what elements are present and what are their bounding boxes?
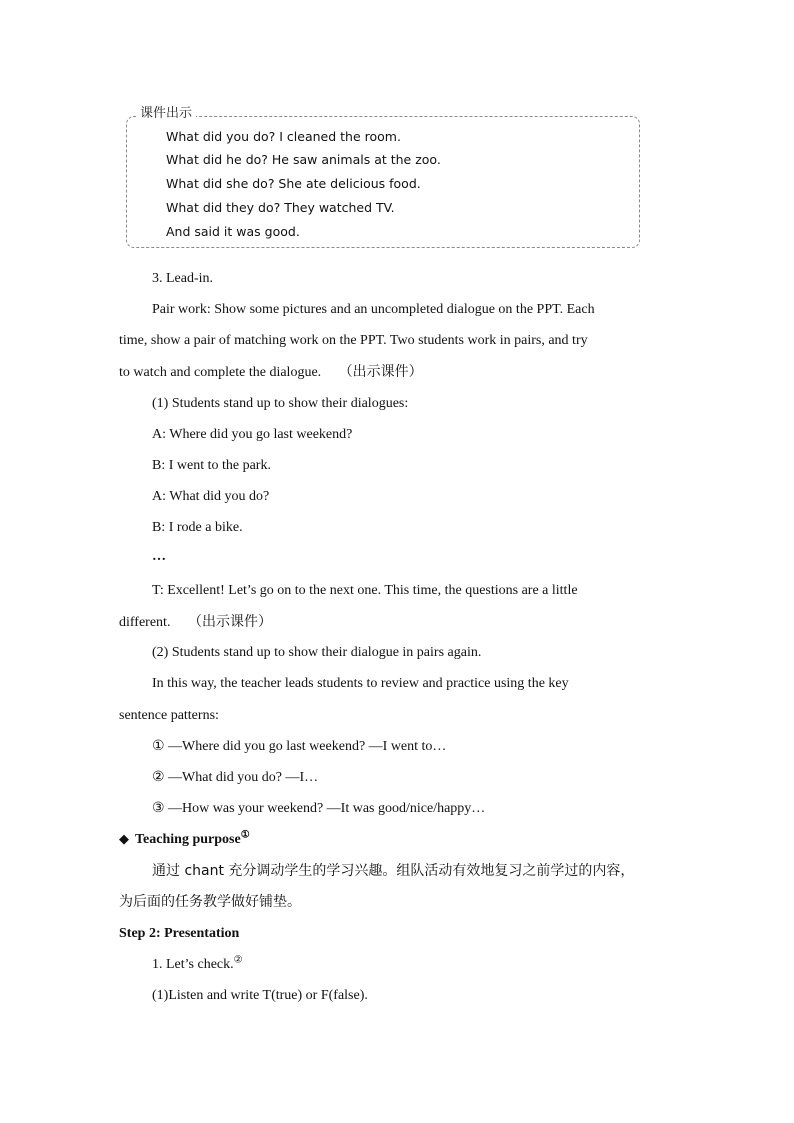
footnote-marker: ② <box>233 954 243 966</box>
pair-work-text: Pair work: Show some pictures and an uncompleted dialogue on the PPT. Each <box>152 302 595 317</box>
dialogue-ellipsis: … <box>152 549 166 564</box>
dialogue-line: A: Where did you go last weekend? <box>152 427 353 442</box>
step-one-text: (1) Students stand up to show their dialogues: <box>152 396 409 411</box>
courseware-line: And said it was good. <box>166 224 300 239</box>
teacher-line <box>119 613 272 632</box>
courseware-line: What did she do? She ate delicious food. <box>166 176 421 191</box>
teacher-line: T: Excellent! Let’s go on to the next one. This time, the questions are a little <box>152 583 578 598</box>
dialogue-line: B: I rode a bike. <box>152 520 243 535</box>
step-2-heading: Step 2: Presentation <box>119 926 240 941</box>
step-two-text: (2) Students stand up to show their dialogue in pairs again. <box>152 645 482 660</box>
courseware-box-label: 课件出示 <box>136 104 196 124</box>
pair-work-text: time, show a pair of matching work on the PPT. Two students work in pairs, and try <box>119 333 588 348</box>
pair-work-end: to watch and complete the dialogue. <box>119 365 322 380</box>
courseware-line: What did they do? They watched TV. <box>166 200 395 215</box>
diamond-bullet-icon: ◆ <box>119 832 129 847</box>
review-text: In this way, the teacher leads students to review and practice using the key <box>152 676 569 691</box>
lets-check-text: 1. Let’s check. <box>152 957 234 972</box>
show-courseware-note: （出示课件） <box>187 614 272 630</box>
review-text: sentence patterns: <box>119 708 219 723</box>
teacher-line-end: different. <box>119 615 171 630</box>
courseware-line: What did you do? I cleaned the room. <box>166 129 401 144</box>
leadin-heading: 3. Lead-in. <box>152 271 214 286</box>
pattern-line: ② —What did you do? —I… <box>152 770 319 785</box>
pair-work-text <box>119 363 423 382</box>
show-courseware-note: （出示课件） <box>338 364 423 380</box>
lets-check-line <box>152 956 243 974</box>
teaching-purpose-heading <box>119 831 250 849</box>
footnote-marker: ① <box>240 829 250 841</box>
teaching-purpose-title: Teaching purpose <box>135 832 241 847</box>
purpose-text: 通过 chant 充分调动学生的学习兴趣。组队活动有效地复习之前学过的内容， <box>152 863 635 879</box>
listen-instruction: (1)Listen and write T(true) or F(false). <box>152 988 368 1003</box>
dialogue-line: B: I went to the park. <box>152 458 271 473</box>
pattern-line: ③ —How was your weekend? —It was good/nice/happy… <box>152 801 486 816</box>
purpose-text: 为后面的任务教学做好铺垫。 <box>119 894 301 910</box>
pattern-line: ① —Where did you go last weekend? —I went to… <box>152 739 447 754</box>
dialogue-line: A: What did you do? <box>152 489 270 504</box>
courseware-line: What did he do? He saw animals at the zoo. <box>166 152 441 167</box>
